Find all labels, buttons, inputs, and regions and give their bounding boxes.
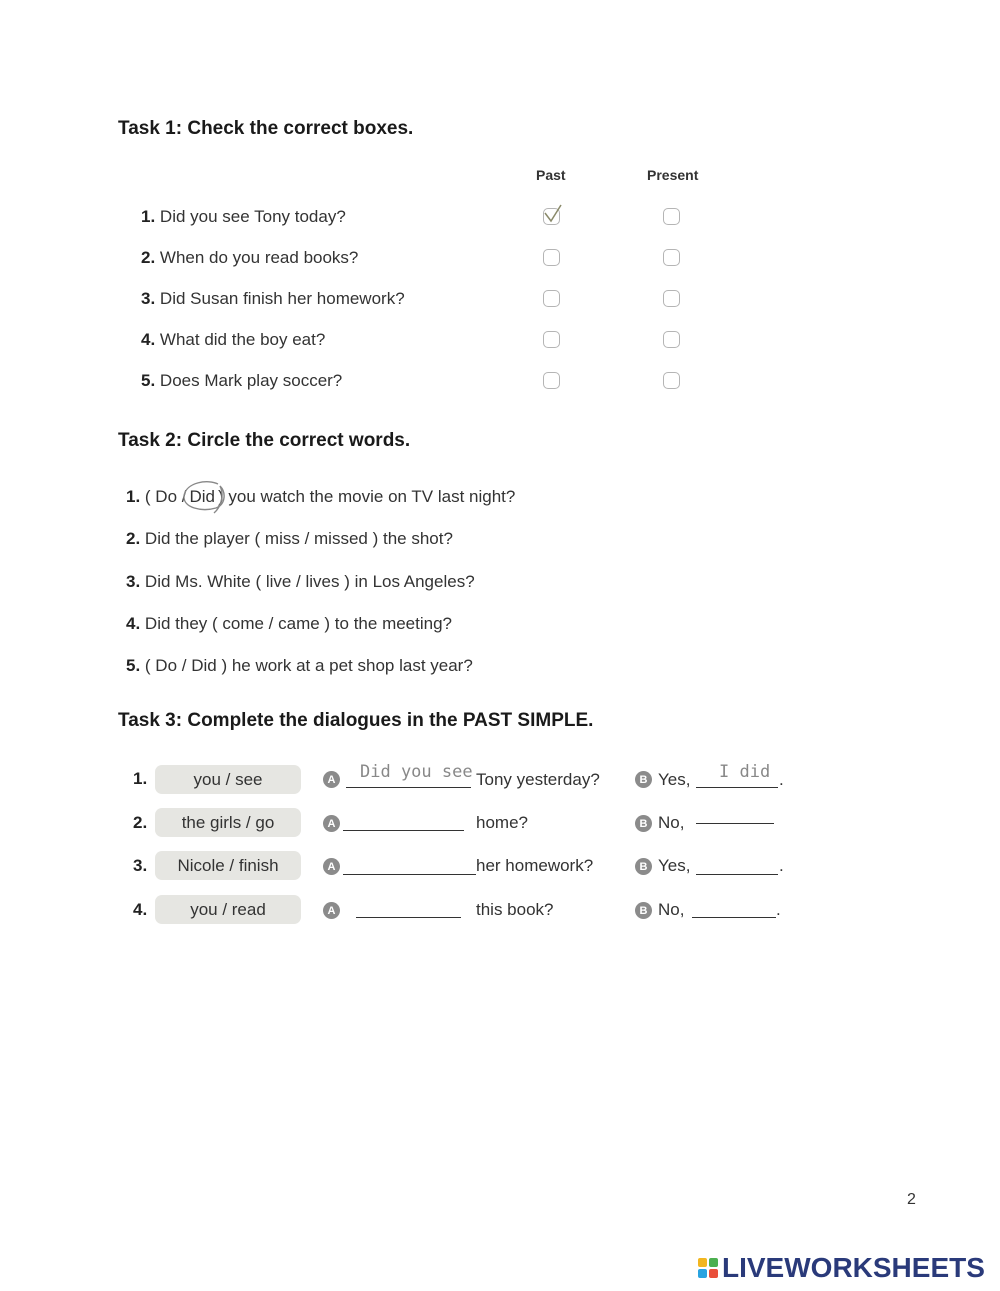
item-number: 2. xyxy=(141,248,156,267)
brand-mark-tile xyxy=(709,1258,718,1267)
task2-item xyxy=(126,487,515,507)
answer-b-1[interactable]: I did xyxy=(719,762,771,782)
response-word: No, xyxy=(658,813,685,832)
circled-word: Did xyxy=(189,487,215,506)
speaker-a-badge: A xyxy=(323,771,340,788)
period: . xyxy=(779,856,784,875)
answer-line xyxy=(692,917,776,918)
dialogue-number: 1. xyxy=(133,769,148,788)
brand-mark-icon xyxy=(698,1258,718,1278)
speaker-a-badge: A xyxy=(323,902,340,919)
answer-line xyxy=(696,874,778,875)
page-number: 2 xyxy=(907,1191,916,1208)
item-text: Did they ( come / came ) to the meeting? xyxy=(144,614,453,633)
task2-item xyxy=(126,572,475,592)
item-number: 3. xyxy=(141,289,156,308)
item-text: ( Do / Did ) he work at a pet shop last year? xyxy=(144,656,473,675)
prompt-chip: you / see xyxy=(155,765,301,794)
item-number: 1. xyxy=(141,207,156,226)
dialogue-number: 4. xyxy=(133,900,148,919)
item-number: 5. xyxy=(141,371,156,390)
brand-mark-tile xyxy=(698,1258,707,1267)
item-number: 4. xyxy=(141,330,156,349)
item-text: Did the player ( miss / missed ) the shot? xyxy=(144,529,453,548)
answer-line xyxy=(346,787,471,788)
column-header-present: Present xyxy=(647,167,699,183)
brand-mark-tile xyxy=(709,1269,718,1278)
brand-name: LIVEWORKSHEETS xyxy=(722,1252,985,1283)
task2-item xyxy=(126,614,452,634)
present-checkbox-5[interactable] xyxy=(663,372,680,389)
item-text: Did Susan finish her homework? xyxy=(159,289,405,308)
question-rest: this book? xyxy=(476,900,554,919)
item-text: Did you see Tony today? xyxy=(159,207,346,226)
period: . xyxy=(779,770,784,789)
task1-item xyxy=(141,207,346,227)
dialogue-number: 3. xyxy=(133,856,148,875)
item-text: Did Ms. White ( live / lives ) in Los Angeles? xyxy=(144,572,475,591)
option-text: ( Do / xyxy=(144,487,187,506)
prompt-chip: you / read xyxy=(155,895,301,924)
past-checkbox-3[interactable] xyxy=(543,290,560,307)
past-checkbox-1[interactable] xyxy=(543,208,560,225)
answer-line xyxy=(696,787,778,788)
speaker-b-badge: B xyxy=(635,902,652,919)
prompt-chip: Nicole / finish xyxy=(155,851,301,880)
present-checkbox-1[interactable] xyxy=(663,208,680,225)
response-word: Yes, xyxy=(658,856,691,875)
question-rest: her homework? xyxy=(476,856,594,875)
item-text: What did the boy eat? xyxy=(159,330,326,349)
option-text: ) you watch the movie on TV last night? xyxy=(218,487,516,506)
response-word: Yes, xyxy=(658,770,691,789)
circled-option[interactable] xyxy=(186,487,218,507)
response-word: No, xyxy=(658,900,685,919)
item-text: Does Mark play soccer? xyxy=(159,371,343,390)
item-number: 1. xyxy=(126,487,141,506)
column-header-past: Past xyxy=(536,167,566,183)
task2-item xyxy=(126,529,453,549)
item-number: 2. xyxy=(126,529,141,548)
task1-item xyxy=(141,248,358,268)
present-checkbox-2[interactable] xyxy=(663,249,680,266)
task2-title: Task 2: Circle the correct words. xyxy=(118,430,411,451)
task1-item xyxy=(141,371,342,391)
task1-item xyxy=(141,330,325,350)
answer-line xyxy=(696,823,774,824)
past-checkbox-5[interactable] xyxy=(543,372,560,389)
question-rest: Tony yesterday? xyxy=(476,770,600,789)
answer-line xyxy=(356,917,461,918)
speaker-b-badge: B xyxy=(635,858,652,875)
period: . xyxy=(776,900,781,919)
present-checkbox-4[interactable] xyxy=(663,331,680,348)
speaker-b-badge: B xyxy=(635,771,652,788)
answer-line xyxy=(343,874,476,875)
answer-line xyxy=(343,830,464,831)
speaker-b-badge: B xyxy=(635,815,652,832)
circle-mark-icon xyxy=(180,480,230,516)
check-icon xyxy=(542,203,564,225)
item-number: 3. xyxy=(126,572,141,591)
dialogue-number: 2. xyxy=(133,813,148,832)
item-number: 5. xyxy=(126,656,141,675)
item-number: 4. xyxy=(126,614,141,633)
question-rest: home? xyxy=(476,813,528,832)
prompt-chip: the girls / go xyxy=(155,808,301,837)
item-text: When do you read books? xyxy=(159,248,359,267)
task2-item xyxy=(126,656,473,676)
task3-title: Task 3: Complete the dialogues in the PAST SIMPLE. xyxy=(118,710,594,731)
present-checkbox-3[interactable] xyxy=(663,290,680,307)
brand-mark-tile xyxy=(698,1269,707,1278)
task1-item xyxy=(141,289,405,309)
past-checkbox-4[interactable] xyxy=(543,331,560,348)
speaker-a-badge: A xyxy=(323,815,340,832)
past-checkbox-2[interactable] xyxy=(543,249,560,266)
speaker-a-badge: A xyxy=(323,858,340,875)
answer-a-1[interactable]: Did you see xyxy=(360,762,473,782)
task1-title: Task 1: Check the correct boxes. xyxy=(118,118,414,139)
brand-logo[interactable] xyxy=(698,1252,985,1284)
